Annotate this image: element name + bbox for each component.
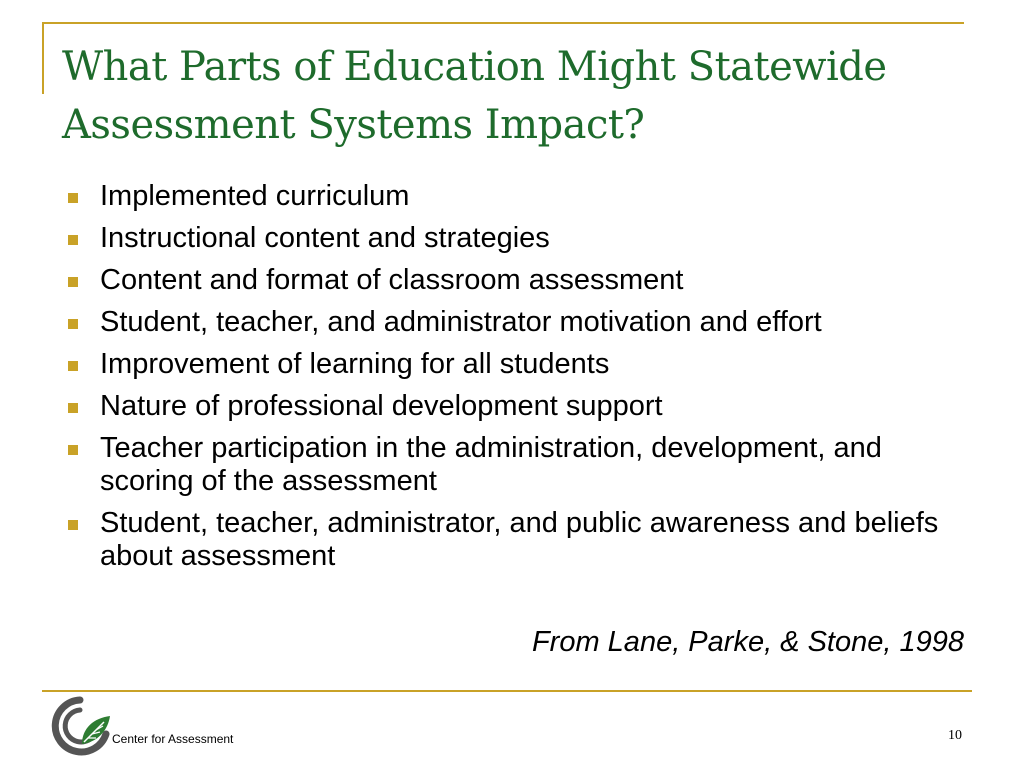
bullet-item (62, 222, 962, 255)
left-rule (42, 22, 44, 94)
square-bullet-icon (68, 235, 78, 245)
bullet-item (62, 264, 962, 297)
bullet-item (62, 390, 962, 423)
title-line: What Parts of Education Might Statewide (62, 44, 887, 90)
bullet-text: Student, teacher, administrator, and public awareness and beliefs about assessment (100, 507, 939, 572)
square-bullet-icon (68, 445, 78, 455)
bullet-text: Implemented curriculum (100, 180, 410, 212)
square-bullet-icon (68, 277, 78, 287)
bullet-text: Student, teacher, and administrator motivation and effort (100, 306, 822, 338)
bullet-text: Teacher participation in the administration, development, and scoring of the assessment (100, 432, 882, 497)
bullet-item (62, 432, 962, 498)
bullet-item (62, 306, 962, 339)
citation: From Lane, Parke, & Stone, 1998 (531, 626, 964, 658)
center-for-assessment-logo-icon (46, 694, 114, 756)
bullet-text: Nature of professional development support (100, 390, 663, 422)
square-bullet-icon (68, 193, 78, 203)
square-bullet-icon (68, 361, 78, 371)
footer-org-name: Center for Assessment (112, 732, 234, 746)
bullet-text: Instructional content and strategies (100, 222, 550, 254)
bullet-item (62, 348, 962, 381)
top-rule (42, 22, 964, 24)
bullet-list (62, 180, 962, 582)
footer-rule (42, 690, 972, 692)
bullet-text: Improvement of learning for all students (100, 348, 610, 380)
bullet-text: Content and format of classroom assessment (100, 264, 684, 296)
bullet-item (62, 507, 962, 573)
square-bullet-icon (68, 319, 78, 329)
square-bullet-icon (68, 403, 78, 413)
slide-title (62, 38, 982, 154)
page-number: 10 (948, 728, 962, 743)
title-line: Assessment Systems Impact? (62, 102, 645, 148)
bullet-item (62, 180, 962, 213)
square-bullet-icon (68, 520, 78, 530)
